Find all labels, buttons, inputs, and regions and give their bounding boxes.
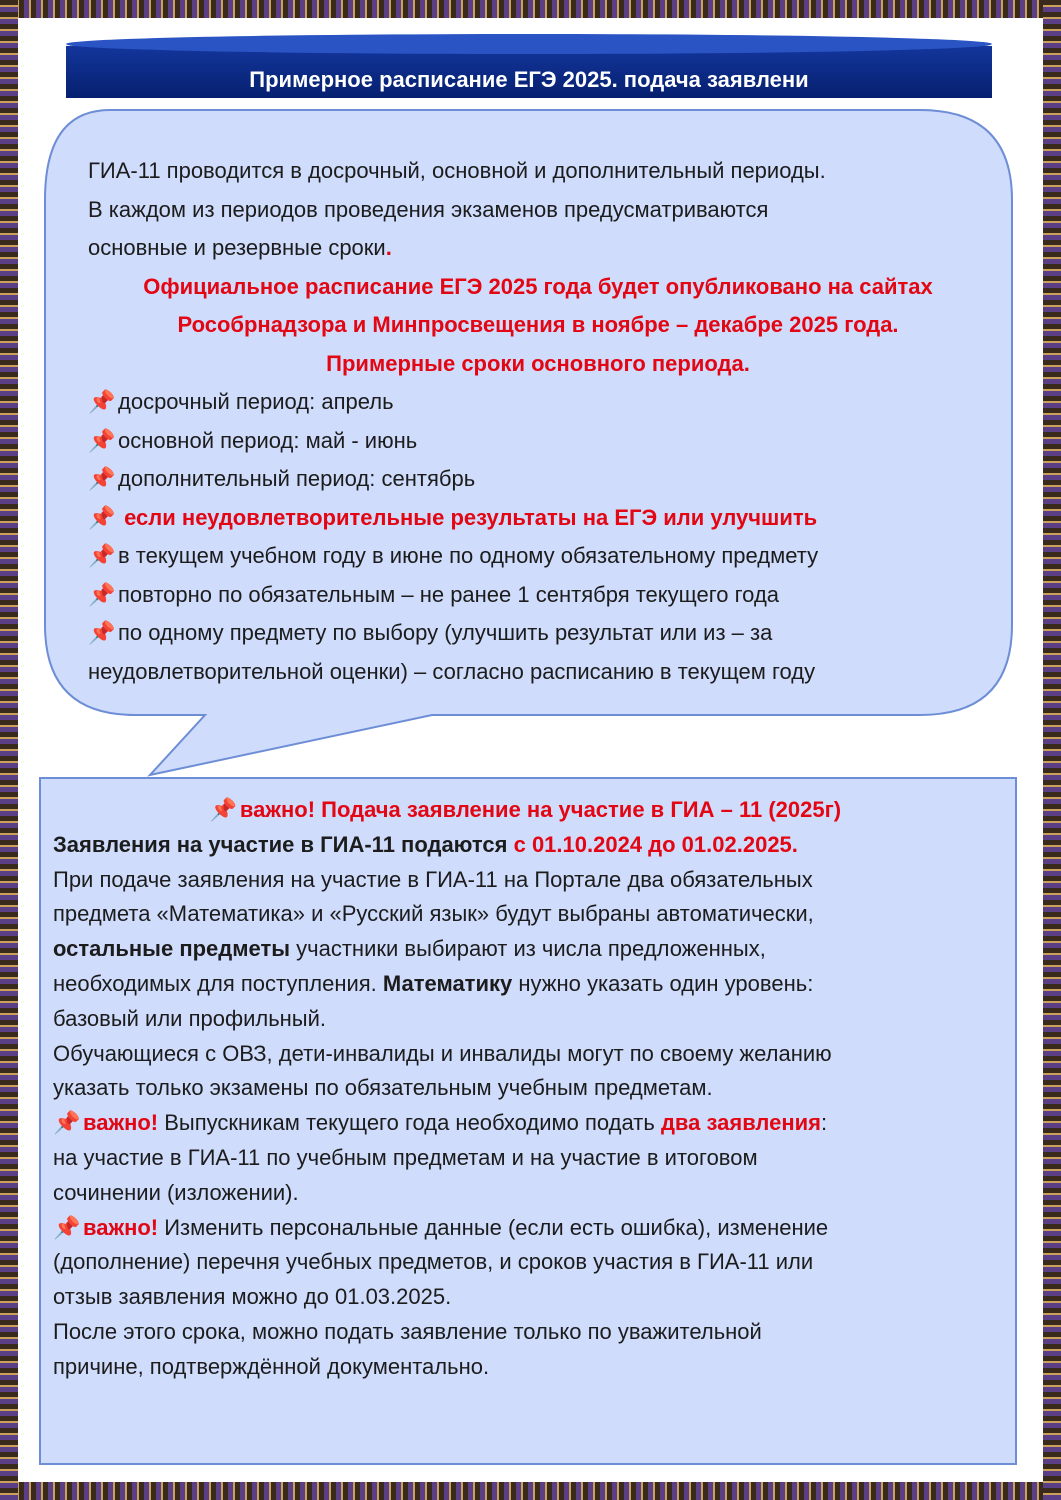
paragraph-2-line-1: Обучающиеся с ОВЗ, дети-инвалиды и инвалиды могут по своему желанию [53,1040,832,1066]
list-item-text: в текущем учебном году в июне по одному обязательному предмету [118,543,819,568]
list-item-text: если неудовлетворительные результаты на ЕГЭ или улучшить [118,504,818,530]
pushpin-icon: 📌 [209,797,238,822]
paragraph-1-line-3: участники выбирают из числа предложенных, [290,936,766,962]
intro-dot: . [385,235,392,260]
paragraph-4-line-1: Изменить персональные данные (если есть ошибка), изменение [158,1214,829,1240]
pushpin-icon: 📌 [88,389,116,414]
list-item [88,499,988,538]
list-item-text: повторно по обязательным – не ранее 1 сентября текущего года [118,581,780,607]
paragraph-1-line-4: необходимых для поступления. [53,970,383,996]
paragraph-3-line-3: сочинении (изложении). [53,1179,299,1205]
paragraph-5-line-2: причине, подтверждённой документально. [53,1353,490,1379]
paragraph-3-colon: : [821,1110,828,1136]
list-item [88,614,988,653]
paragraph-1-line-4b: нужно указать один уровень: [512,970,814,996]
important-heading: важно! Подача заявление на участие в ГИА – 11 (2025г) [239,797,842,822]
paragraph-4-line-3: отзыв заявления можно до 01.03.2025. [53,1284,452,1310]
decorative-border-bottom [0,1482,1061,1500]
important-label: важно! [83,1110,159,1136]
paragraph-3-line-1: Выпускникам текущего года необходимо подать [158,1110,661,1136]
list-item-text: по одному предмету по выбору (улучшить результат или из – за [118,620,773,645]
dates-dot: . [791,831,798,857]
list-item [88,460,988,499]
schedule-text [88,152,988,691]
important-label: важно! [83,1214,159,1240]
paragraph-3-line-2: на участие в ГИА-11 по учебным предметам и на участие в итоговом [53,1144,758,1170]
list-item [88,422,988,461]
pushpin-icon: 📌 [88,620,116,645]
intro-line-2: В каждом из периодов проведения экзаменов предусматриваются [88,196,769,222]
pushpin-icon: 📌 [88,427,116,453]
official-line-1: Официальное расписание ЕГЭ 2025 года будет опубликовано на сайтах [143,273,933,299]
pushpin-icon: 📌 [88,466,116,491]
paragraph-2-line-2: указать только экзамены по обязательным учебным предметам. [53,1075,713,1101]
list-item [88,537,988,576]
two-applications: два заявления [660,1110,822,1136]
list-item-text: дополнительный период: сентябрь [118,466,476,491]
list-item-text: досрочный период: апрель [118,389,394,414]
paragraph-1-bold-2: Математику [382,970,513,996]
pushpin-icon: 📌 [53,1110,81,1136]
official-line-2: Рособрнадзора и Минпросвещения в ноябре – декабре 2025 года. [177,312,899,337]
paragraph-5-line-1: После этого срока, можно подать заявление только по уважительной [53,1318,762,1344]
list-item [88,383,988,422]
dates-value: с 01.10.2024 до 01.02.2025 [507,831,792,857]
application-info-text [53,793,998,1385]
paragraph-1-bold-1: остальные предметы [53,936,291,962]
paragraph-1-line-5: базовый или профильный. [53,1005,327,1031]
page-title: Примерное расписание ЕГЭ 2025. подача заявлени [249,67,809,92]
paragraph-1-line-1: При подаче заявления на участие в ГИА-11 на Портале два обязательных [53,866,813,892]
list-item-text: основной период: май - июнь [118,427,418,453]
pushpin-icon: 📌 [88,543,116,568]
dates-label: Заявления на участие в ГИА-11 подаются [53,831,508,857]
intro-line-3: основные и резервные сроки [88,235,386,260]
pushpin-icon: 📌 [53,1214,81,1240]
list-item-continuation: неудовлетворительной оценки) – согласно расписанию в текущем году [88,658,816,684]
pushpin-icon: 📌 [88,504,116,530]
official-line-3: Примерные сроки основного периода. [326,350,750,376]
intro-line-1: ГИА-11 проводится в досрочный, основной и дополнительный периоды. [88,158,826,183]
list-item [88,576,988,615]
paragraph-4-line-2: (дополнение) перечня учебных предметов, и сроков участия в ГИА-11 или [53,1249,814,1275]
paragraph-1-line-2: предмета «Математика» и «Русский язык» будут выбраны автоматически, [53,901,814,927]
pushpin-icon: 📌 [88,581,116,607]
